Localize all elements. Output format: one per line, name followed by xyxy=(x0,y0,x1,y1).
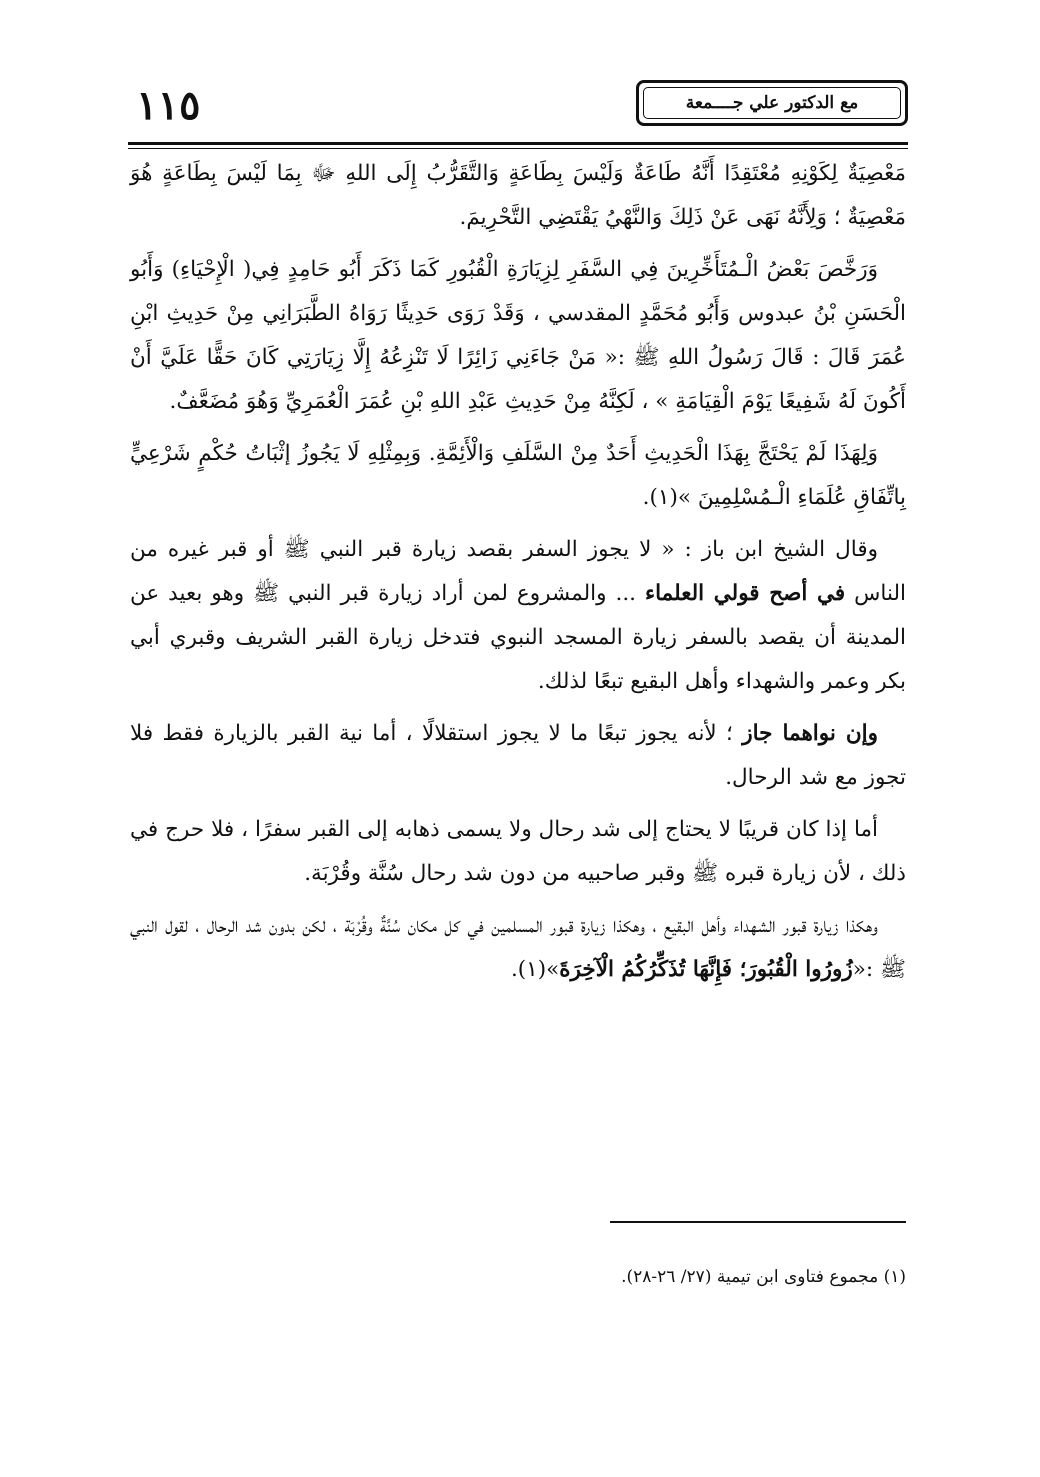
paragraph-visit-graves-part1: وهكذا زيارة قبور الشهداء وأهل البقيع ، وهكذا زيارة قبور المسلمين في كل مكان سُنَّةٌ وقُرْبَة ، لكن بدون شد الرحال ، لقول النبي ﷺ :« xyxy=(130,913,906,982)
paragraph-both-intentions xyxy=(130,712,906,800)
paragraph-no-proof: وَلِهَذَا لَمْ يَحْتَجَّ بِهَذَا الْحَدِيثِ أَحَدٌ مِنْ السَّلَفِ وَالْأَئِمَّةِ. وَبِمِثْلِهِ لَا يَجُوزُ إثْبَاتُ حُكْمٍ شَرْعِيٍّ بِاتِّفَاقِ عُلَمَاءِ الْـمُسْلِمِينَ »(١). xyxy=(130,441,906,510)
running-title-inner-frame xyxy=(643,87,901,119)
paragraph-ibn-baz-part1: وقال الشيخ ابن باز : « لا يجوز السفر بقصد زيارة قبر النبي ﷺ أو قبر غيره من الناس xyxy=(130,537,906,606)
paragraph-visit-graves xyxy=(130,904,906,992)
page-number: ١١٥ xyxy=(136,82,201,129)
hadith-visit-graves: زُورُوا الْقُبُورَ؛ فَإِنَّهَا تُذَكِّرُكُمُ الْآخِرَةَ xyxy=(559,957,853,982)
paragraph-both-intentions-rest: ؛ لأنه يجوز تبعًا ما لا يجوز استقلالًا ، أما نية القبر بالزيارة فقط فلا تجوز مع شد الرحال. xyxy=(130,721,906,790)
paragraph-both-intentions-bold: وإن نواهما جاز xyxy=(742,721,878,746)
footnote-1: (١) مجموع فتاوى ابن تيمية (٢٧/ ٢٦-٢٨). xyxy=(621,1267,906,1287)
paragraph-ibn-baz xyxy=(130,528,906,704)
paragraph-later-scholars: وَرَخَّصَ بَعْضُ الْـمُتَأَخِّرِينَ فِي السَّفَرِ لِزِيَارَةِ الْقُبُورِ كَمَا ذَكَرَ أَبُو حَامِدٍ فِي( الْإِحْيَاءِ) وَأَبُو الْحَسَنِ بْنُ عبدوس وَأَبُو مُحَمَّدٍ المقدسي ، وَقَدْ رَوَى حَدِيثًا رَوَاهُ الطَّبَرَانِي مِنْ حَدِيثِ ابْنِ عُمَرَ قَالَ : قَالَ رَسُولُ اللهِ ﷺ :« مَنْ جَاءَنِي زَائِرًا لَا تَنْزِعُهُ إِلَّا زِيَارَتِي كَانَ حَقًّا عَلَيَّ أَنْ أَكُونَ لَهُ شَفِيعًا يَوْمَ الْقِيَامَةِ » ، لَكِنَّهُ مِنْ حَدِيثِ عَبْدِ اللهِ بْنِ عُمَرَ الْعُمَرِيِّ وَهُوَ مُضَعَّفٌ. xyxy=(130,257,906,414)
paragraph-ibn-baz-part2: ... والمشروع لمن أراد زيارة قبر النبي ﷺ وهو بعيد عن المدينة أن يقصد بالسفر زيارة المسجد النبوي فتدخل زيارة القبر الشريف وقبري أبي بكر وعمر والشهداء وأهل البقيع تبعًا لذلك. xyxy=(130,581,906,694)
paragraph-ibn-baz-bold: في أصح قولي العلماء xyxy=(644,581,846,606)
paragraph-nearby: أما إذا كان قريبًا لا يحتاج إلى شد رحال ولا يسمى ذهابه إلى القبر سفرًا ، فلا حرج في ذلك ، لأن زيارة قبره ﷺ وقبر صاحبيه من دون شد رحال سُنَّة وقُرْبَة. xyxy=(130,817,906,886)
main-text xyxy=(130,152,906,1000)
paragraph-visit-graves-part2: »(١). xyxy=(510,957,560,982)
header-rule-thick xyxy=(128,142,908,145)
paragraph-quote-continuation: مَعْصِيَةٌ لِكَوْنِهِ مُعْتَقِدًا أَنَّهُ طَاعَةٌ وَلَيْسَ بِطَاعَةٍ وَالتَّقَرُّبُ إِلَى اللهِ ﷻ بِمَا لَيْسَ بِطَاعَةٍ هُوَ مَعْصِيَةٌ ؛ وَلِأَنَّهُ نَهَى عَنْ ذَلِكَ وَالنَّهْيُ يَقْتَضِي التَّحْرِيمَ. xyxy=(130,161,906,230)
running-title: مع الدكتور علي جــــمعة xyxy=(685,93,859,113)
page-header xyxy=(128,80,908,140)
footnote-separator xyxy=(610,1221,906,1223)
running-title-frame xyxy=(636,80,908,126)
header-rule-thin xyxy=(128,148,908,149)
